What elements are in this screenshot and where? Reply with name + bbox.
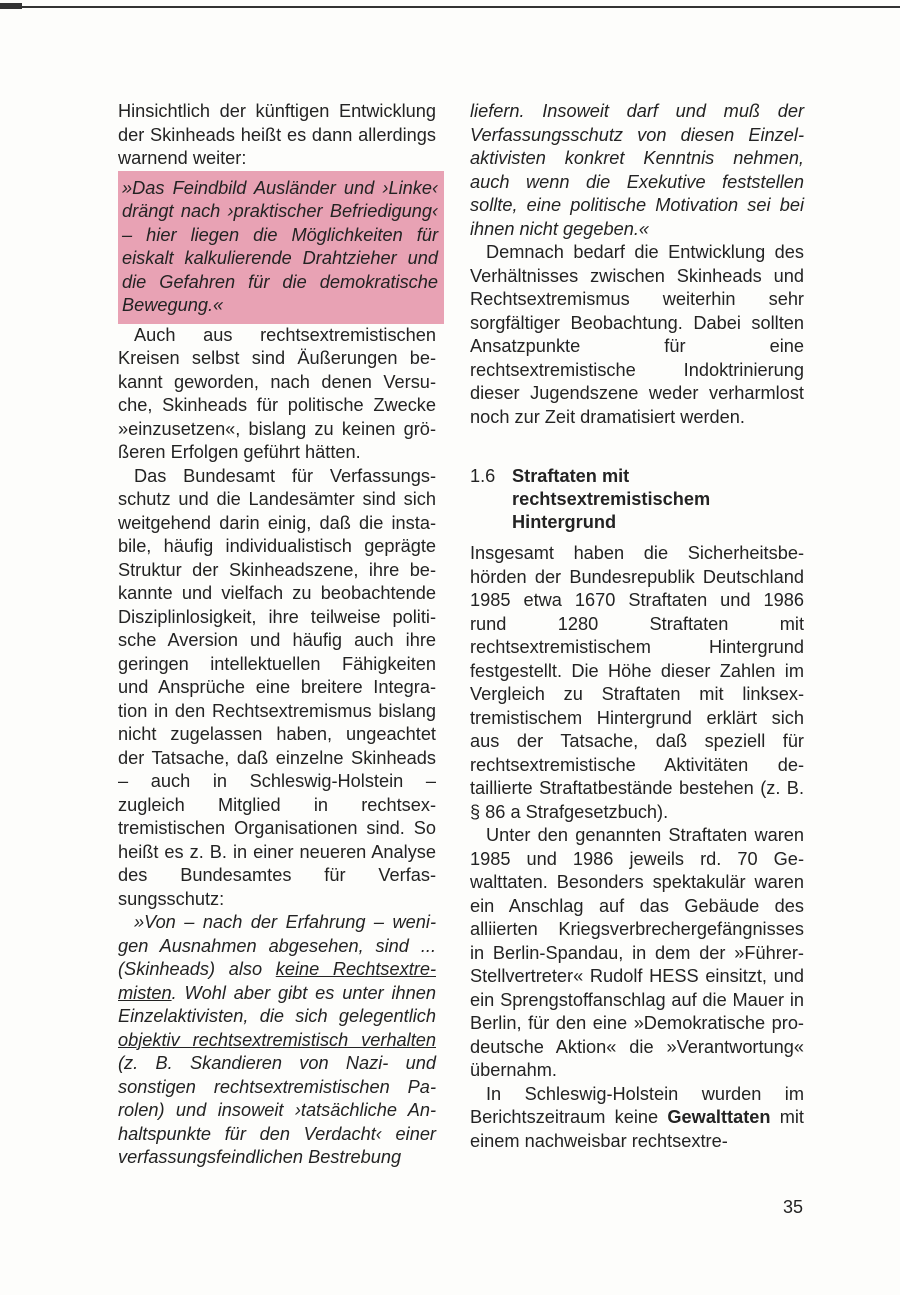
left-column (118, 100, 436, 1170)
section-title-line: Straftaten mit (512, 466, 630, 486)
quote-paragraph (118, 911, 436, 1170)
section-title-line: Hintergrund (512, 512, 617, 532)
underlined-text: objektiv rechtsextremistisch verhalten (118, 1029, 436, 1050)
section-heading (470, 465, 804, 534)
section-title-line: rechtsextremistischem (512, 489, 711, 509)
paragraph: Demnach bedarf die Entwicklung des Verhältnisses zwischen Skinheads und Rechtsextremismus weiterhin sehr sorgfältiger Beobachtung. Dabei sollten Ansatzpunkte für eine rechtsextremistische Indoktrinierung dieser Jugendszene weder verharmlost noch zur Zeit dramatisiert werden. (470, 242, 804, 427)
quote-text: . Wohl aber gibt es unter ihnen Einzelaktivisten, die sich gelegentlich (118, 982, 436, 1026)
page-number: 35 (783, 1197, 804, 1217)
underlined-text: keine Rechtsextremisten (118, 959, 436, 1003)
paragraph: Auch aus rechtsextremistischen Kreisen selbst sind Äußerungen bekannt geworden, nach denen Versuche, Skinheads für politische Zwecke »einzusetzen«, bislang zu keinen größeren Erfolgen geführt hätten. (118, 324, 436, 462)
quote-text: (z. B. Skandieren von Nazi- und sonstigen rechtsextremistischen Parolen) und insoweit ›tatsächliche Anhaltspunkte für den Verdacht‹ einer verfassungsfeindlichen Bestrebung (118, 1053, 436, 1167)
quote-text: »Von – nach der Erfahrung – wenigen Ausnahmen abgesehen, sind ... (Skinheads) also (118, 912, 436, 979)
paragraph: Hinsichtlich der künftigen Entwicklung der Skinheads heißt es dann allerdings warnend weiter: (118, 101, 436, 168)
section-number: 1.6 (470, 466, 496, 486)
section-title (512, 465, 710, 534)
paragraph-text: mit einem nachweisbar rechtsextre- (470, 1107, 804, 1151)
top-rule (0, 6, 900, 8)
paragraph (470, 1083, 804, 1154)
bold-text: Gewalttaten (667, 1107, 771, 1127)
paragraph: Insgesamt haben die Sicherheitsbehörden der Bundesrepublik Deutschland 1985 etwa 1670 Straftaten und 1986 rund 1280 Straftaten mit rechtsextremistischem Hintergrund festgestellt. Die Höhe dieser Zahlen im Vergleich zu Straftaten mit linksextremistischem Hintergrund erklärt sich aus der Tatsache, daß speziell für rechtsextremistische Aktivitäten detaillierte Straftatbestände bestehen (z. B. § 86 a Strafgesetzbuch). (470, 543, 804, 822)
paragraph: Das Bundesamt für Verfassungsschutz und die Landesämter sind sich weitgehend darin einig, daß die instabile, häufig individualistisch geprägte Struktur der Skinheadszene, ihre bekannte und vielfach zu beobachtende Disziplinlosigkeit, ihre teilweise politische Aversion und häufig auch ihre geringen intellektuellen Fähigkeiten und Ansprüche eine breitere Integration in den Rechtsextremismus bislang nicht zugelassen haben, ungeachtet der Tatsache, daß einzelne Skinheads – auch in Schleswig-Holstein – zugleich Mitglied in rechtsextremistischen Organisationen sind. So heißt es z. B. in einer neueren Analyse des Bundesamtes für Verfassungsschutz: (118, 465, 436, 909)
right-column (470, 100, 804, 1153)
paragraph-text: In Schleswig-Holstein wurden im Berichtszeitraum keine (470, 1083, 804, 1127)
highlighted-quote: »Das Feindbild Ausländer und ›Linke‹ drängt nach ›praktischer Befriedigung‹ – hier liegen die Möglichkeiten für eiskalt kalkulierende Drahtzieher und die Gefahren für die demokratische Bewegung.« (118, 171, 444, 324)
quote-paragraph: liefern. Insoweit darf und muß der Verfassungsschutz von diesen Einzelaktivisten konkret Kenntnis nehmen, auch wenn die Exekutive feststellen sollte, eine politische Motivation sei bei ihnen nicht gegeben.« (470, 101, 804, 239)
paragraph: Unter den genannten Straftaten waren 1985 und 1986 jeweils rd. 70 Gewalttaten. Besonders spektakulär waren ein Anschlag auf das Gebäude des alliierten Kriegsverbrechergefängnisses in Berlin-Spandau, in dem der »Führer-Stellvertreter« Rudolf HESS einsitzt, und ein Sprengstoffanschlag auf die Mauer in Berlin, für den eine »Demokratische pro-deutsche Aktion« die »Verantwortung« übernahm. (470, 825, 804, 1080)
